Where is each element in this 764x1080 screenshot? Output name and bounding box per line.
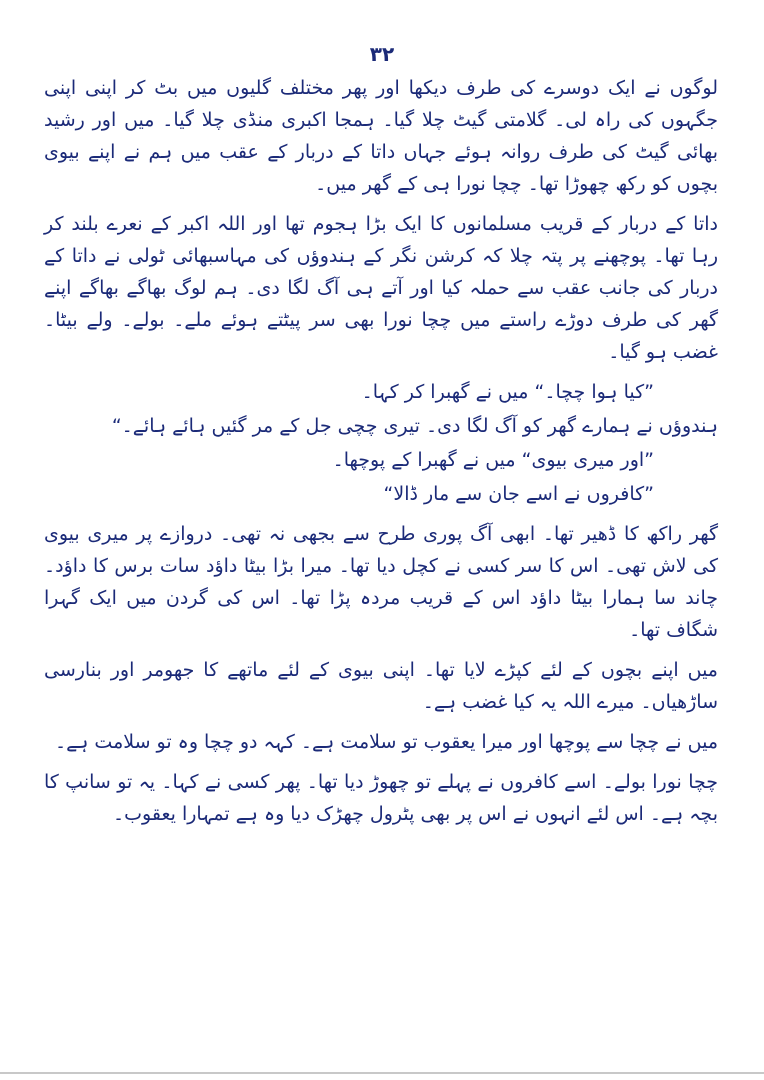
paragraph: چچا نورا بولے۔ اسے کافروں نے پہلے تو چھوڑ دیا تھا۔ پھر کسی نے کہا۔ یہ تو سانپ کا بچہ ہے۔ اس لئے انہوں نے اس پر بھی پٹرول چھڑک دیا وہ ہے تمہارا یعقوب۔ (44, 771, 718, 825)
dialogue-line: ”اور میری بیوی“ میں نے گھبرا کے پوچھا۔ (332, 449, 654, 471)
page-number: ٣٢ (369, 42, 395, 66)
dialogue-line: ہندوؤں نے ہمارے گھر کو آگ لگا دی۔ تیری چچی جل کے مر گئیں ہائے ہائے۔“ (111, 415, 718, 437)
dialogue-line: ”کیا ہوا چچا۔“ میں نے گھبرا کر کہا۔ (361, 381, 654, 403)
paragraph: میں اپنے بچوں کے لئے کپڑے لایا تھا۔ اپنی بیوی کے لئے ماتھے کا جھومر اور بنارسی ساڑھیاں۔ میرے اللہ یہ کیا غضب ہے۔ (44, 659, 718, 713)
paragraph: لوگوں نے ایک دوسرے کی طرف دیکھا اور پھر مختلف گلیوں میں بٹ کر اپنی اپنی جگہوں کی راہ لی۔ گلامتی گیٹ چلا گیا۔ ہمجا اکبری منڈی چلا گیا۔ میں اور رشید بھائی گیٹ کی طرف روانہ ہوئے جہاں داتا کے دربار کے عقب میں ہم نے اپنے بیوی بچوں کو رکھ چھوڑا تھا۔ چچا نورا ہی کے گھر میں۔ (44, 77, 718, 195)
page-body (44, 72, 718, 838)
page-bottom-edge (0, 1072, 764, 1074)
paragraph: داتا کے دربار کے قریب مسلمانوں کا ایک بڑا ہجوم تھا اور اللہ اکبر کے نعرے بلند کر رہا تھا۔ پوچھنے پر پتہ چلا کہ کرشن نگر کے ہندوؤں کی مہاسبھائی ٹولی نے داتا کے دربار کی جانب عقب سے حملہ کیا اور آتے ہی آگ لگا دی۔ ہم لوگ بھاگے بھاگے اپنے گھر کی طرف دوڑے راستے میں چچا نورا بھی سر پیٹتے ہوئے ملے۔ بولے۔ ولے بیٹا۔ غضب ہو گیا۔ (44, 213, 718, 363)
paragraph: میں نے چچا سے پوچھا اور میرا یعقوب تو سلامت ہے۔ کہہ دو چچا وہ تو سلامت ہے۔ (54, 731, 718, 753)
dialogue-line: ”کافروں نے اسے جان سے مار ڈالا“ (383, 483, 654, 505)
paragraph: گھر راکھ کا ڈھیر تھا۔ ابھی آگ پوری طرح سے بجھی نہ تھی۔ دروازے پر میری بیوی کی لاش تھی۔ اس کا سر کسی نے کچل دیا تھا۔ میرا بڑا بیٹا داؤد سات برس کا داؤد۔ چاند سا ہمارا بیٹا داؤد اس کے قریب مردہ پڑا تھا۔ اس کی گردن میں ایک گہرا شگاف تھا۔ (44, 523, 718, 641)
